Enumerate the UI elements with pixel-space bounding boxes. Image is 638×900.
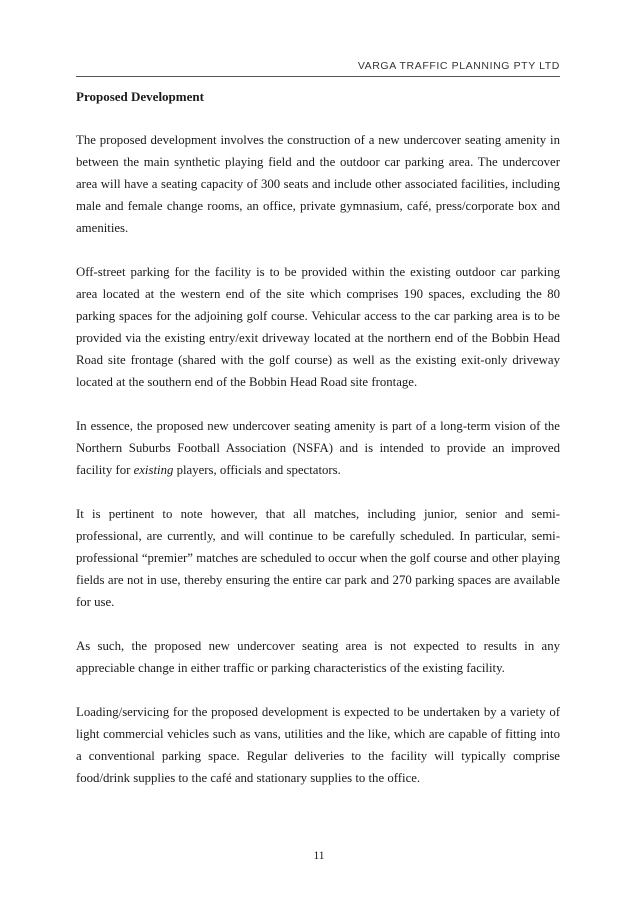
paragraph-vision-text-end: players, officials and spectators. — [173, 463, 341, 477]
paragraph-vision-emphasis: existing — [133, 463, 174, 477]
document-body — [76, 86, 560, 811]
section-heading: Proposed Development — [76, 89, 204, 104]
page-number: 11 — [313, 850, 325, 862]
paragraph-traffic-impact: As such, the proposed new undercover seating area is not expected to results in any appreciable change in either traffic or parking characteristics of the existing facility. — [76, 639, 560, 675]
paragraph-parking-access: Off-street parking for the facility is to be provided within the existing outdoor car parking area located at the western end of the site which comprises 190 spaces, excluding the 80 parking spaces for the adjoining golf course. Vehicular access to the car parking area is to be provided via the existing entry/exit driveway located at the northern end of the Bobbin Head Road site frontage (shared with the golf course) as well as the existing exit-only driveway located at the southern end of the Bobbin Head Road site frontage. — [76, 265, 560, 389]
paragraph-match-scheduling: It is pertinent to note however, that all matches, including junior, senior and semi-professional, are currently, and will continue to be carefully scheduled. In particular, semi-professional “premier” matches are scheduled to occur when the golf course and other playing fields are not in use, thereby ensuring the entire car park and 270 parking spaces are available for use. — [76, 507, 560, 609]
paragraph-vision-text-start: In essence, the proposed new undercover seating amenity is part of a long-term vision of the Northern Suburbs Football Association (NSFA) and is intended to provide an improved facility for — [76, 419, 560, 477]
header-divider — [76, 76, 560, 77]
paragraph-vision — [76, 415, 560, 481]
paragraph-loading-servicing: Loading/servicing for the proposed development is expected to be undertaken by a variety of light commercial vehicles such as vans, utilities and the like, which are capable of fitting into a conventional parking space. Regular deliveries to the facility will typically comprise food/drink supplies to the café and stationary supplies to the office. — [76, 705, 560, 785]
paragraph-development-description: The proposed development involves the construction of a new undercover seating amenity in between the main synthetic playing field and the outdoor car parking area. The undercover area will have a seating capacity of 300 seats and include other associated facilities, including male and female change rooms, an office, private gymnasium, café, press/corporate box and amenities. — [76, 133, 560, 235]
page-header-company: VARGA TRAFFIC PLANNING PTY LTD — [357, 60, 560, 72]
